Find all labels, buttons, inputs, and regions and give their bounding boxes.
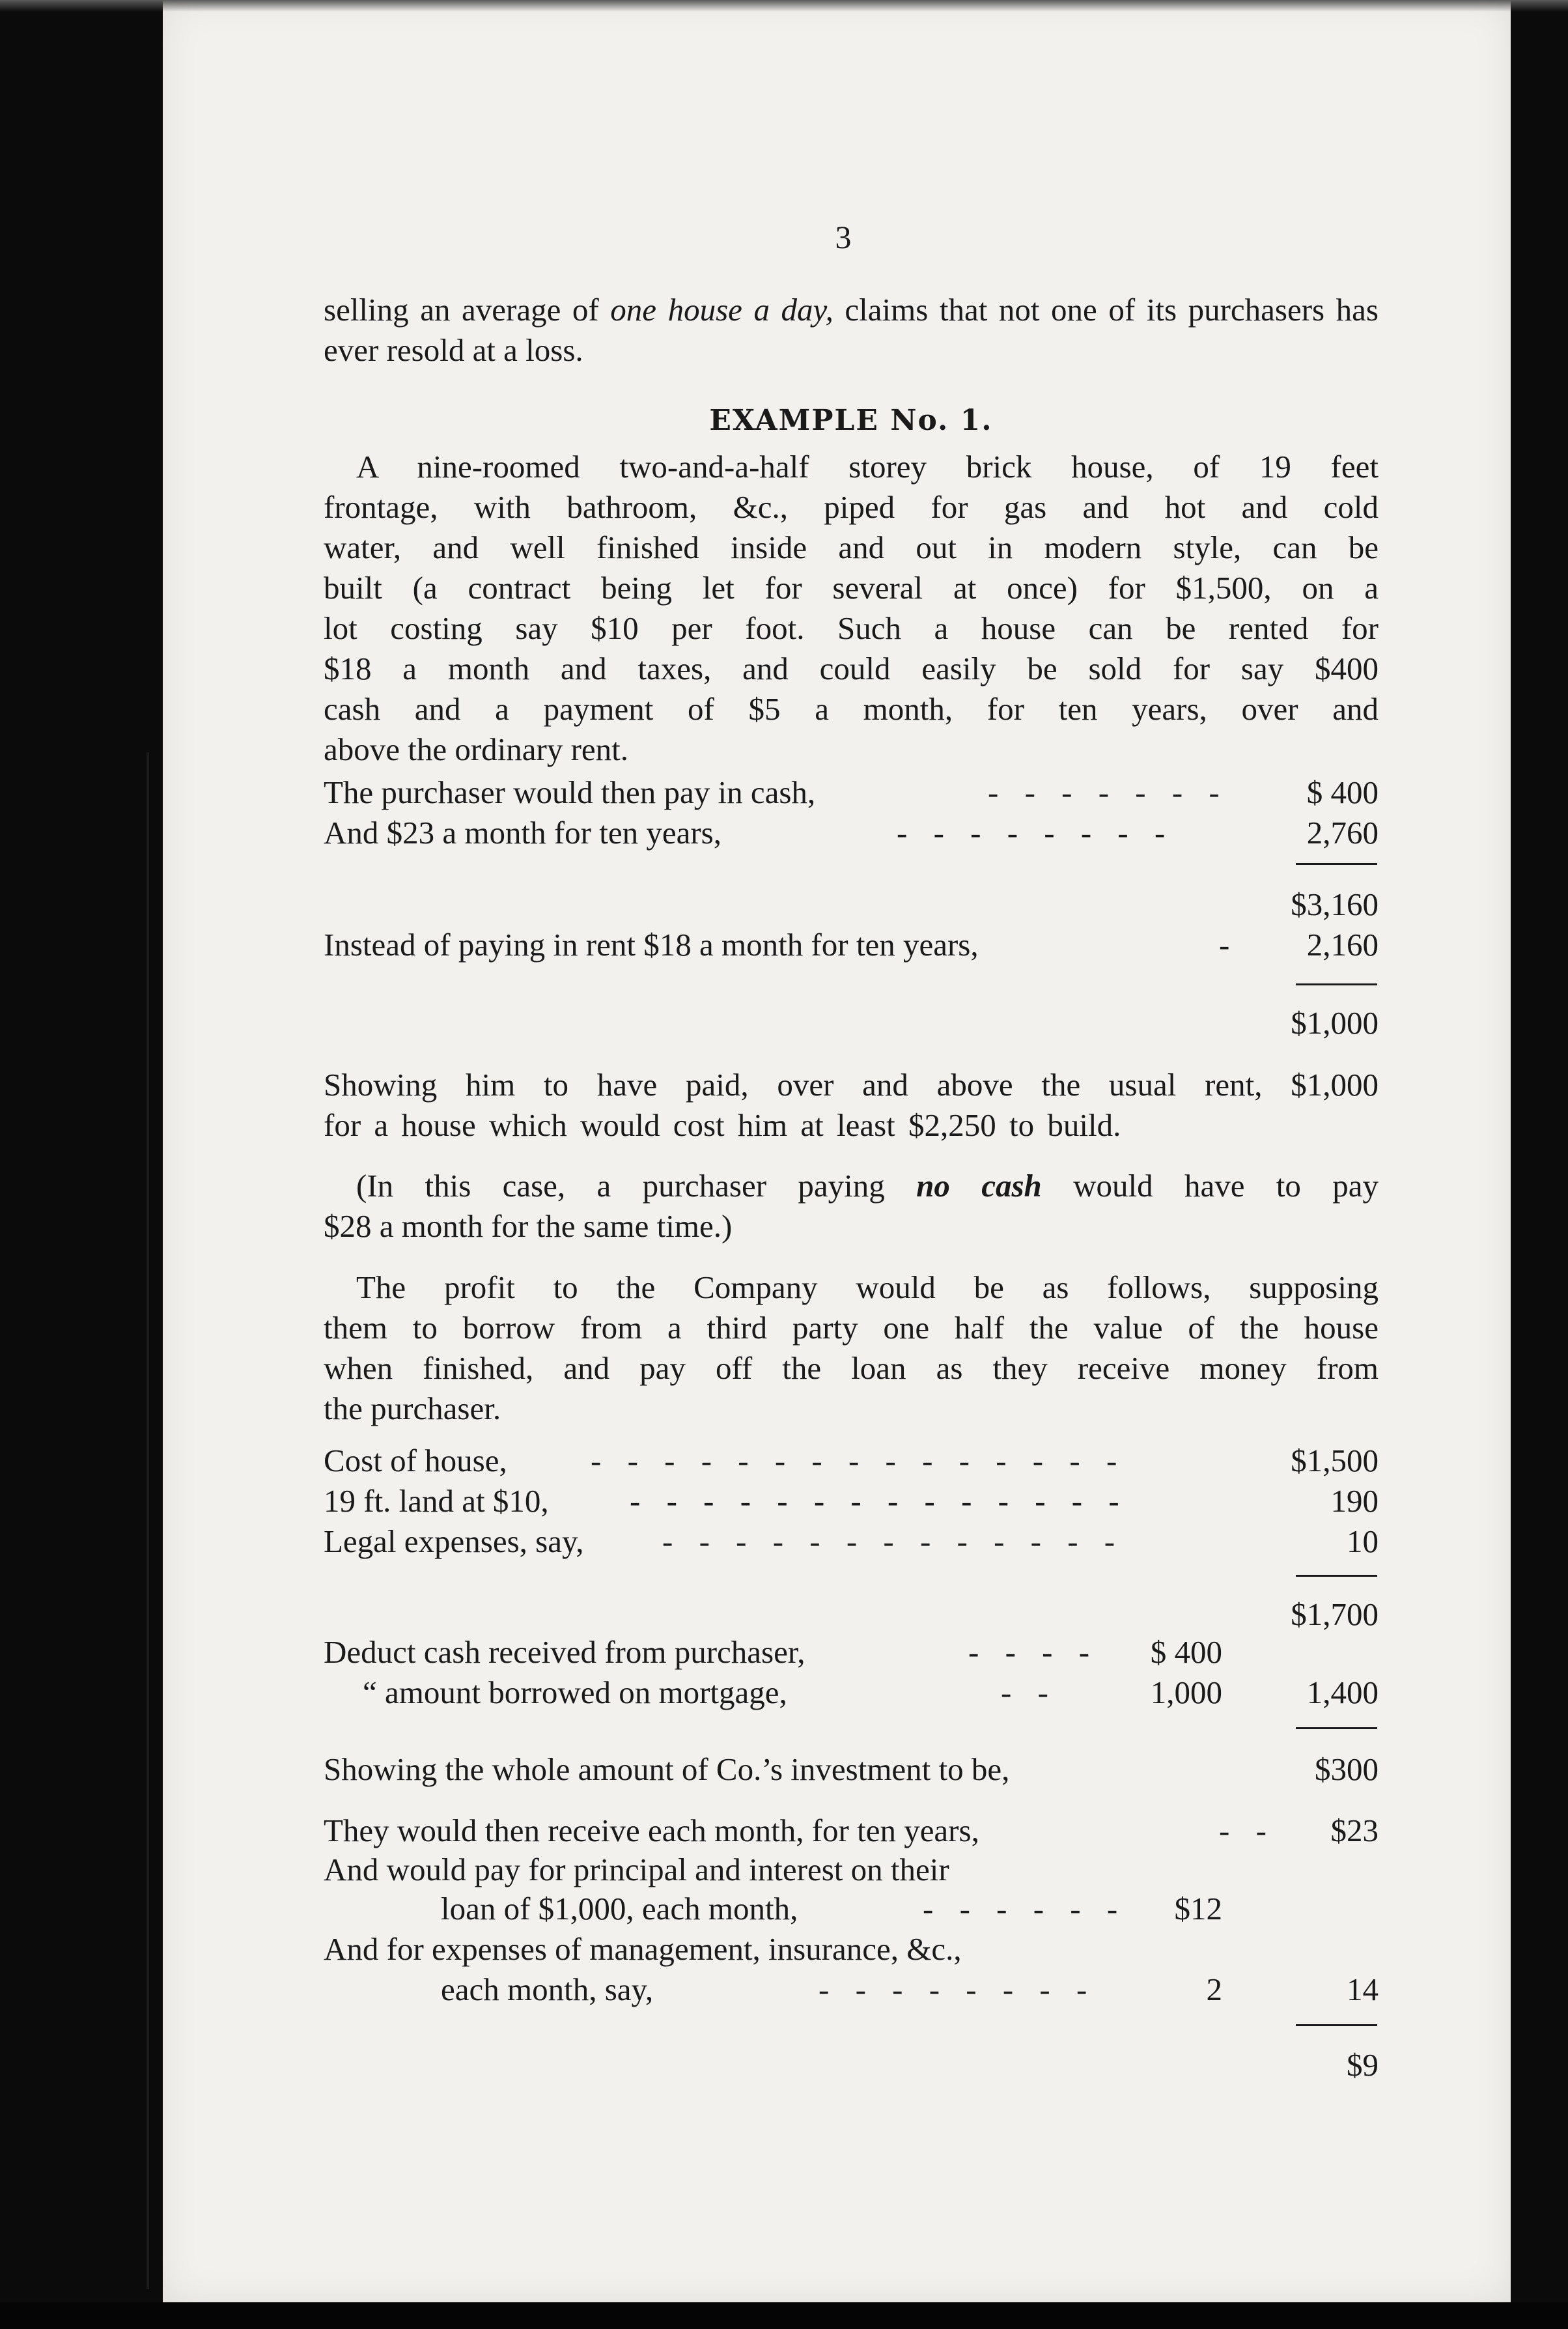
para3-line-1 <box>324 1166 1379 1206</box>
scan-top-edge <box>0 0 1568 12</box>
calc1-difference <box>324 1003 1379 1043</box>
leader-dots: - - - - - - <box>923 1891 1127 1927</box>
paragraph-profit <box>324 1267 1379 1429</box>
row-label: “ amount borrowed on mortgage, <box>363 1674 787 1710</box>
sub-amount: 1,000 <box>1150 1674 1222 1710</box>
para1-line: $18 a month and taxes, and could easily be sold for say $400 <box>324 651 1379 686</box>
para1-line: above the ordinary rent. <box>324 731 629 767</box>
para4-line: the purchaser. <box>324 1390 501 1426</box>
profit-amount: $9 <box>1347 2047 1379 2083</box>
para1-line: A nine-roomed two-and-a-half storey brick house, of 19 feet <box>356 449 1379 485</box>
calc2-pay-line-1 <box>324 1850 1379 1890</box>
intro-sentence <box>324 290 1379 371</box>
row-amount: 190 <box>1330 1483 1379 1519</box>
calc2-receive <box>324 1811 1379 1851</box>
row-label: They would then receive each month, for ten years, <box>324 1813 979 1848</box>
paragraph-summary <box>324 1065 1379 1146</box>
para1-line: cash and a payment of $5 a month, for ten years, over and <box>324 691 1379 727</box>
difference-amount: $1,000 <box>1291 1005 1379 1041</box>
para3-before: (In this case, a purchaser paying <box>356 1168 917 1204</box>
sum-rule <box>1296 2024 1377 2026</box>
leader-dots: - - - - - - - <box>988 774 1229 810</box>
calc2-deduct-mortgage <box>324 1673 1379 1713</box>
leader-dots: - - - - - - - - <box>897 815 1175 851</box>
para3-after: would have to pay <box>1041 1168 1379 1204</box>
para1-line: lot costing say $10 per foot. Such a house can be rented for <box>324 610 1379 646</box>
intro-combined <box>324 290 1379 371</box>
calc2-pay-line-2 <box>324 1889 1379 1929</box>
total-amount: $3,160 <box>1291 886 1379 922</box>
para1-line: frontage, with bathroom, &c., piped for gas and hot and cold <box>324 489 1379 525</box>
sub-amount: $ 400 <box>1150 1634 1222 1670</box>
leader-dots: - - - - - - - - - - - - - - - <box>591 1443 1127 1478</box>
row-label: loan of $1,000, each month, <box>441 1891 798 1927</box>
para4-line: The profit to the Company would be as follows, supposing <box>356 1269 1379 1305</box>
sub-amount: $12 <box>1174 1891 1222 1927</box>
calc2-profit <box>324 2045 1379 2085</box>
calc2-investment <box>324 1749 1379 1790</box>
leader-dots: - - - - - - - - - - - - - - <box>630 1483 1128 1519</box>
leader-dots: - - - - - - - - - - - - - <box>662 1523 1125 1559</box>
row-label: Instead of paying in rent $18 a month for ten years, <box>324 927 979 963</box>
intro-emphasis: one house a day, <box>610 292 833 328</box>
paragraph-description <box>324 447 1379 770</box>
row-amount: 14 <box>1347 1971 1379 2007</box>
calc1-total <box>324 884 1379 925</box>
leader-dots: - - <box>1219 1813 1276 1848</box>
sum-rule <box>1296 863 1377 865</box>
para1-line: built (a contract being let for several at once) for $1,500, on a <box>324 570 1379 606</box>
para4-line: them to borrow from a third party one half the value of the house <box>324 1310 1379 1346</box>
intro-after: claims that not one of its purchasers has ever resold at a loss. <box>324 292 1379 368</box>
calc2-row-land <box>324 1481 1379 1521</box>
row-label: Showing the whole amount of Co.’s investment to be, <box>324 1751 1010 1787</box>
calc2-exp-line-2 <box>324 1969 1379 2010</box>
para2-line: for a house which would cost him at least $2,250 to build. <box>324 1107 1121 1143</box>
para1-line: water, and well finished inside and out in modern style, can be <box>324 529 1379 565</box>
example-heading: EXAMPLE No. 1. <box>709 404 993 437</box>
para2-line: Showing him to have paid, over and above the usual rent, $1,000 <box>324 1067 1379 1103</box>
intro-before: selling an average of <box>324 292 611 328</box>
calc2-row-legal <box>324 1521 1379 1562</box>
calc2-deduct-cash <box>324 1632 1379 1673</box>
calc1-rent-row <box>324 925 1379 965</box>
calc1-row-cash <box>324 772 1379 813</box>
para4-line: when finished, and pay off the loan as they receive money from <box>324 1350 1379 1386</box>
row-amount: 10 <box>1347 1523 1379 1559</box>
row-label: And for expenses of management, insurance, &c., <box>324 1931 962 1967</box>
scan-bottom-edge <box>0 2302 1568 2329</box>
sum-rule <box>1296 1727 1377 1729</box>
row-label: 19 ft. land at $10, <box>324 1483 549 1519</box>
row-amount: $23 <box>1330 1813 1379 1848</box>
paragraph-no-cash <box>324 1166 1379 1247</box>
para3-line-2: $28 a month for the same time.) <box>324 1208 733 1244</box>
sub-amount: 2 <box>1206 1971 1222 2007</box>
calc2-exp-line-1 <box>324 1929 1379 1969</box>
calc2-total <box>324 1594 1379 1635</box>
row-label: And $23 a month for ten years, <box>324 815 721 851</box>
para3-emphasis: no cash <box>916 1168 1042 1204</box>
row-label: each month, say, <box>441 1971 654 2007</box>
row-amount: $ 400 <box>1306 774 1379 810</box>
row-amount: $1,500 <box>1291 1443 1379 1478</box>
sum-rule <box>1296 1575 1377 1577</box>
binding-rule <box>147 752 149 2289</box>
calc1-row-monthly <box>324 813 1379 853</box>
row-label: Legal expenses, say, <box>324 1523 584 1559</box>
leader-dots: - <box>1219 927 1239 963</box>
page-number: 3 <box>835 219 852 255</box>
row-amount: 1,400 <box>1306 1674 1379 1710</box>
leader-dots: - - - - <box>968 1634 1099 1670</box>
calc2-row-house <box>324 1441 1379 1481</box>
leader-dots: - - - - - - - - <box>819 1971 1097 2007</box>
row-label: Cost of house, <box>324 1443 507 1478</box>
row-amount: 2,160 <box>1306 927 1379 963</box>
row-label: Deduct cash received from purchaser, <box>324 1634 805 1670</box>
row-label: And would pay for principal and interest on their <box>324 1852 949 1887</box>
sum-rule <box>1296 983 1377 985</box>
row-amount: $300 <box>1315 1751 1379 1787</box>
row-amount: 2,760 <box>1306 815 1379 851</box>
total-amount: $1,700 <box>1291 1596 1379 1632</box>
leader-dots: - - <box>1001 1674 1057 1710</box>
row-label: The purchaser would then pay in cash, <box>324 774 816 810</box>
